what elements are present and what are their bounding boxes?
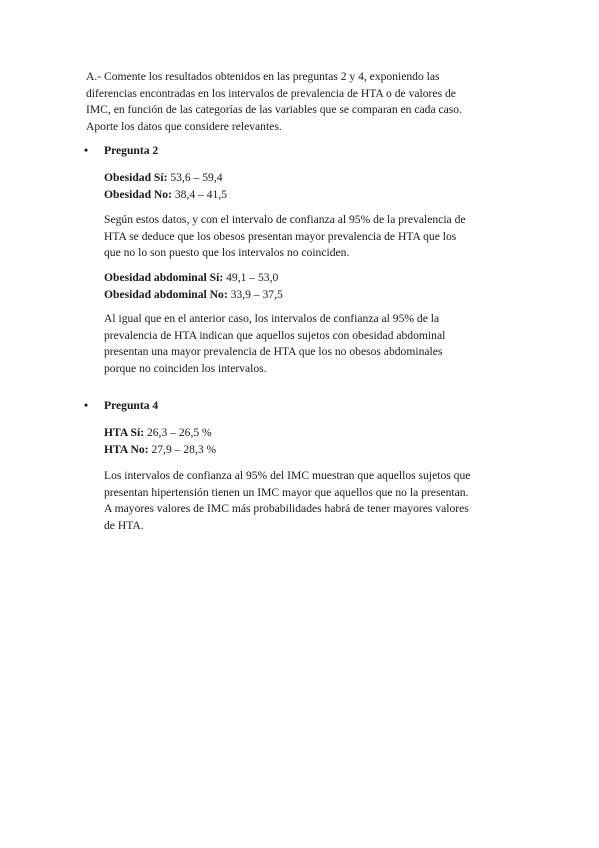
hta-no-row: [104, 442, 524, 459]
paragraph-line: porque no coinciden los intervalos.: [104, 361, 267, 375]
obesidad-si-row: [104, 170, 524, 187]
obesidad-abdominal-no-row: [104, 287, 524, 304]
intro-line: diferencias encontradas en los intervalos de prevalencia de HTA o de valores de: [86, 86, 456, 100]
obesidad-abdominal-si-label: Obesidad abdominal Sí:: [104, 271, 224, 284]
obesidad-abdominal-si-row: [104, 270, 524, 287]
paragraph-line: Según estos datos, y con el intervalo de confianza al 95% de la prevalencia de: [104, 213, 466, 226]
hta-si-row: [104, 425, 524, 442]
paragraph-line: Los intervalos de confianza al 95% del IMC muestran que aquellos sujetos que: [104, 469, 471, 482]
paragraph-line: HTA se deduce que los obesos presentan mayor prevalencia de HTA que los: [104, 229, 457, 243]
pregunta-2-paragraph-2: [104, 311, 524, 377]
obesidad-si-label: Obesidad Sí:: [104, 171, 168, 184]
obesidad-abdominal-no-value: 33,9 – 37,5: [227, 287, 283, 301]
bullet-icon: •: [84, 144, 89, 157]
paragraph-line: prevalencia de HTA indican que aquellos sujetos con obesidad abdominal: [104, 328, 446, 342]
intro-line: Aporte los datos que considere relevantes.: [86, 119, 282, 133]
obesidad-no-value: 38,4 – 41,5: [171, 187, 228, 201]
bullet-icon: •: [84, 399, 89, 412]
paragraph-line: A mayores valores de IMC más probabilidades habrá de tener mayores valores: [104, 502, 469, 516]
pregunta-2-heading: [84, 143, 158, 160]
hta-intervals: [104, 425, 524, 458]
paragraph-line: que no lo son puesto que los intervalos no coinciden.: [104, 246, 350, 260]
hta-no-label: HTA No:: [104, 442, 149, 456]
obesidad-intervals: [104, 170, 524, 203]
pregunta-4-heading: [84, 398, 158, 415]
obesidad-no-row: [104, 187, 524, 204]
obesidad-abdominal-intervals: [104, 270, 524, 303]
paragraph-line: de HTA.: [104, 518, 144, 532]
hta-si-label: HTA Sí:: [104, 426, 145, 439]
intro-line: A.- Comente los resultados obtenidos en las preguntas 2 y 4, exponiendo las: [86, 70, 440, 83]
pregunta-2-title: Pregunta 2: [104, 144, 159, 157]
paragraph-line: presentan una mayor prevalencia de HTA que los no obesos abdominales: [104, 345, 443, 359]
pregunta-4-paragraph: [104, 468, 524, 534]
obesidad-si-value: 53,6 – 59,4: [167, 171, 223, 184]
pregunta-2-paragraph-1: [104, 212, 524, 262]
intro-paragraph: [86, 69, 526, 135]
obesidad-no-label: Obesidad No:: [104, 187, 172, 201]
hta-no-value: 27,9 – 28,3 %: [148, 442, 217, 456]
pregunta-4-title: Pregunta 4: [104, 399, 159, 412]
paragraph-line: Al igual que en el anterior caso, los intervalos de confianza al 95% de la: [104, 312, 440, 325]
paragraph-line: presentan hipertensión tienen un IMC mayor que aquellos que no la presentan.: [104, 485, 469, 499]
intro-line: IMC, en función de las categorías de las variables que se comparan en cada caso.: [86, 103, 462, 117]
obesidad-abdominal-si-value: 49,1 – 53,0: [223, 271, 279, 284]
obesidad-abdominal-no-label: Obesidad abdominal No:: [104, 287, 228, 301]
hta-si-value: 26,3 – 26,5 %: [144, 426, 212, 439]
